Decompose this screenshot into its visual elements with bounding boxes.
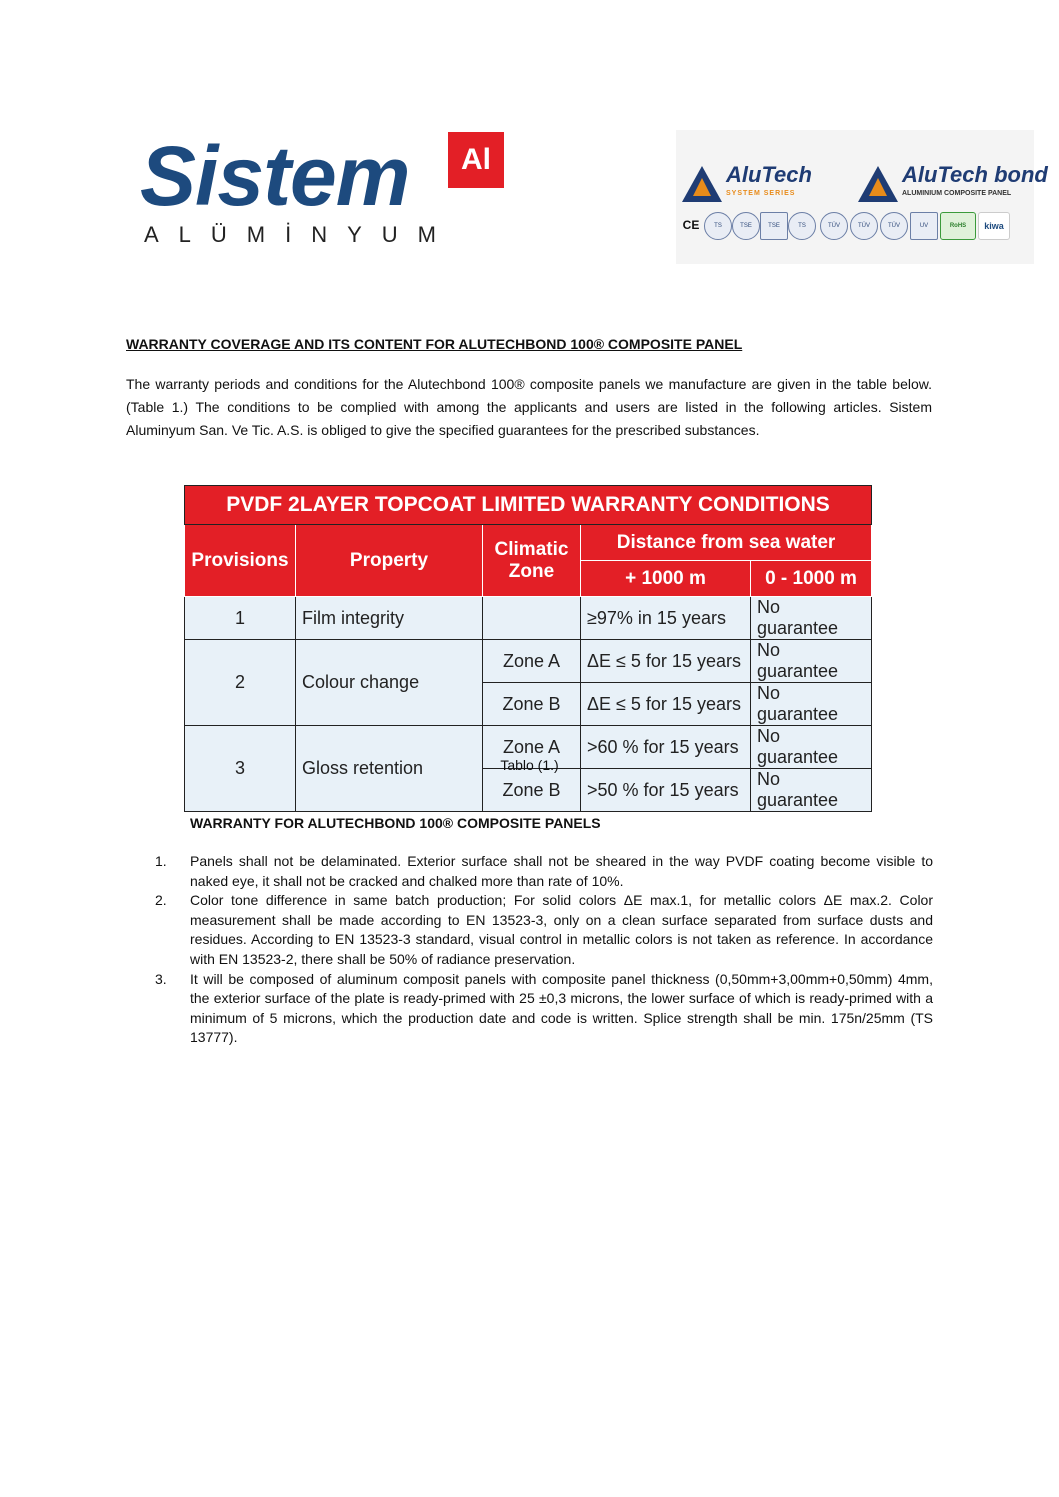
logo-al-badge: Al — [448, 132, 504, 188]
header-climatic-zone: Climatic Zone — [483, 525, 581, 597]
header-far: + 1000 m — [581, 561, 751, 597]
list-item-number: 2. — [155, 892, 167, 909]
alutech-triangle-icon — [682, 166, 722, 202]
brand1-name: AluTech — [726, 162, 812, 187]
near-value-cell: No guarantee — [751, 683, 872, 726]
far-value-cell: >50 % for 15 years — [581, 769, 751, 812]
table-row — [185, 640, 872, 683]
near-value-cell: No guarantee — [751, 597, 872, 640]
list-item-number: 3. — [155, 970, 167, 987]
list-item-text: Panels shall not be delaminated. Exterior surface shall not be sheared in the way PVDF coating become visible to naked eye, it shall not be cracked and chalked more than rate of 10%. — [190, 853, 933, 889]
near-value-cell: No guarantee — [751, 769, 872, 812]
zone-cell: Zone A — [483, 640, 581, 683]
uv-badge-icon: UV — [910, 212, 938, 240]
sistem-logo — [140, 130, 520, 250]
property-cell: Gloss retention — [296, 726, 483, 812]
certification-badges — [680, 212, 1030, 252]
list-item — [155, 970, 933, 1048]
tse-badge-icon: TSE — [760, 212, 788, 240]
brand1-tagline: SYSTEM SERIES — [726, 190, 796, 197]
far-value-cell: ΔE ≤ 5 for 15 years — [581, 683, 751, 726]
property-cell: Colour change — [296, 640, 483, 726]
tuv-badge-icon: TÜV — [820, 212, 848, 240]
provision-cell: 2 — [185, 640, 296, 726]
alutech-system-logo — [682, 162, 842, 208]
list-item-number: 1. — [155, 853, 167, 869]
zone-cell: Zone A — [483, 726, 581, 769]
far-value-cell: ΔE ≤ 5 for 15 years — [581, 640, 751, 683]
near-value-cell: No guarantee — [751, 726, 872, 769]
header-near: 0 - 1000 m — [751, 561, 872, 597]
brand2-tagline: ALUMINIUM COMPOSITE PANEL — [902, 190, 1012, 197]
kiwa-badge-icon: kiwa — [978, 212, 1010, 240]
far-value-cell: ≥97% in 15 years — [581, 597, 751, 640]
provision-cell: 3 — [185, 726, 296, 812]
header-property: Property — [296, 525, 483, 597]
far-value-cell: >60 % for 15 years — [581, 726, 751, 769]
intro-paragraph: The warranty periods and conditions for the Alutechbond 100® composite panels we manufacture are given in the table below. (Table 1.) The conditions to be complied with among the applicants and users are listed in the following articles. Sistem Aluminyum San. Ve Tic. A.S. is obliged to give the specified guarantees for the prescribed substances. — [126, 376, 932, 438]
table-row — [185, 597, 872, 640]
near-value-cell: No guarantee — [751, 640, 872, 683]
ts-badge-icon: TS — [788, 212, 816, 240]
list-item-text: It will be composed of aluminum composit panels with composite panel thickness (0,50mm+3,00mm+0,50mm) 4mm, the exterior surface of the plate is ready-primed with 25 ±0,3 microns, the lower surface of which is ready-primed with a minimum of 5 microns, which the production date and code is written. Splice strength shall be min. 175n/25mm (TS 13777). — [190, 970, 933, 1046]
rohs-badge-icon: RoHS — [940, 212, 976, 240]
property-cell: Film integrity — [296, 597, 483, 640]
header-distance: Distance from sea water — [581, 525, 872, 561]
section-heading: WARRANTY FOR ALUTECHBOND 100® COMPOSITE PANELS — [190, 815, 601, 831]
header-provisions: Provisions — [185, 525, 296, 597]
alutech-logo-block — [676, 130, 1048, 264]
logo-wordmark: Sistem — [140, 129, 410, 223]
document-title: WARRANTY COVERAGE AND ITS CONTENT FOR ALUTECHBOND 100® COMPOSITE PANEL — [126, 336, 743, 352]
warranty-list — [155, 852, 933, 1048]
table-caption: Tablo (1.) — [500, 757, 559, 773]
list-item — [155, 891, 933, 969]
ce-mark-icon: CE — [682, 218, 700, 232]
table-title: PVDF 2LAYER TOPCOAT LIMITED WARRANTY CONDITIONS — [185, 486, 872, 525]
alutech-bond-logo — [858, 162, 1048, 208]
alutech-triangle-icon — [858, 166, 898, 202]
list-item-text: Color tone difference in same batch production; For solid colors ΔE max.1, for metallic colors ΔE max.2. Color measurement shall be made according to EN 13523-3, only on a clean surface separated from surface dusts and residues. According to EN 13523-3 standard, visual control in metallic colors is not taken as reference. In accordance with EN 13523-2, there shall be 50% of radiance preservation. — [190, 892, 933, 967]
zone-cell: Zone B — [483, 683, 581, 726]
tse-badge-icon: TSE — [732, 212, 760, 240]
ts-badge-icon: TS — [704, 212, 732, 240]
tuv-badge-icon: TÜV — [850, 212, 878, 240]
brand2-name: AluTech bond — [902, 162, 1048, 187]
tuv-badge-icon: TÜV — [880, 212, 908, 240]
list-item — [155, 852, 933, 891]
zone-cell: Zone B — [483, 769, 581, 812]
zone-cell — [483, 597, 581, 640]
provision-cell: 1 — [185, 597, 296, 640]
logo-subtitle: ALÜMİNYUM — [144, 222, 457, 247]
